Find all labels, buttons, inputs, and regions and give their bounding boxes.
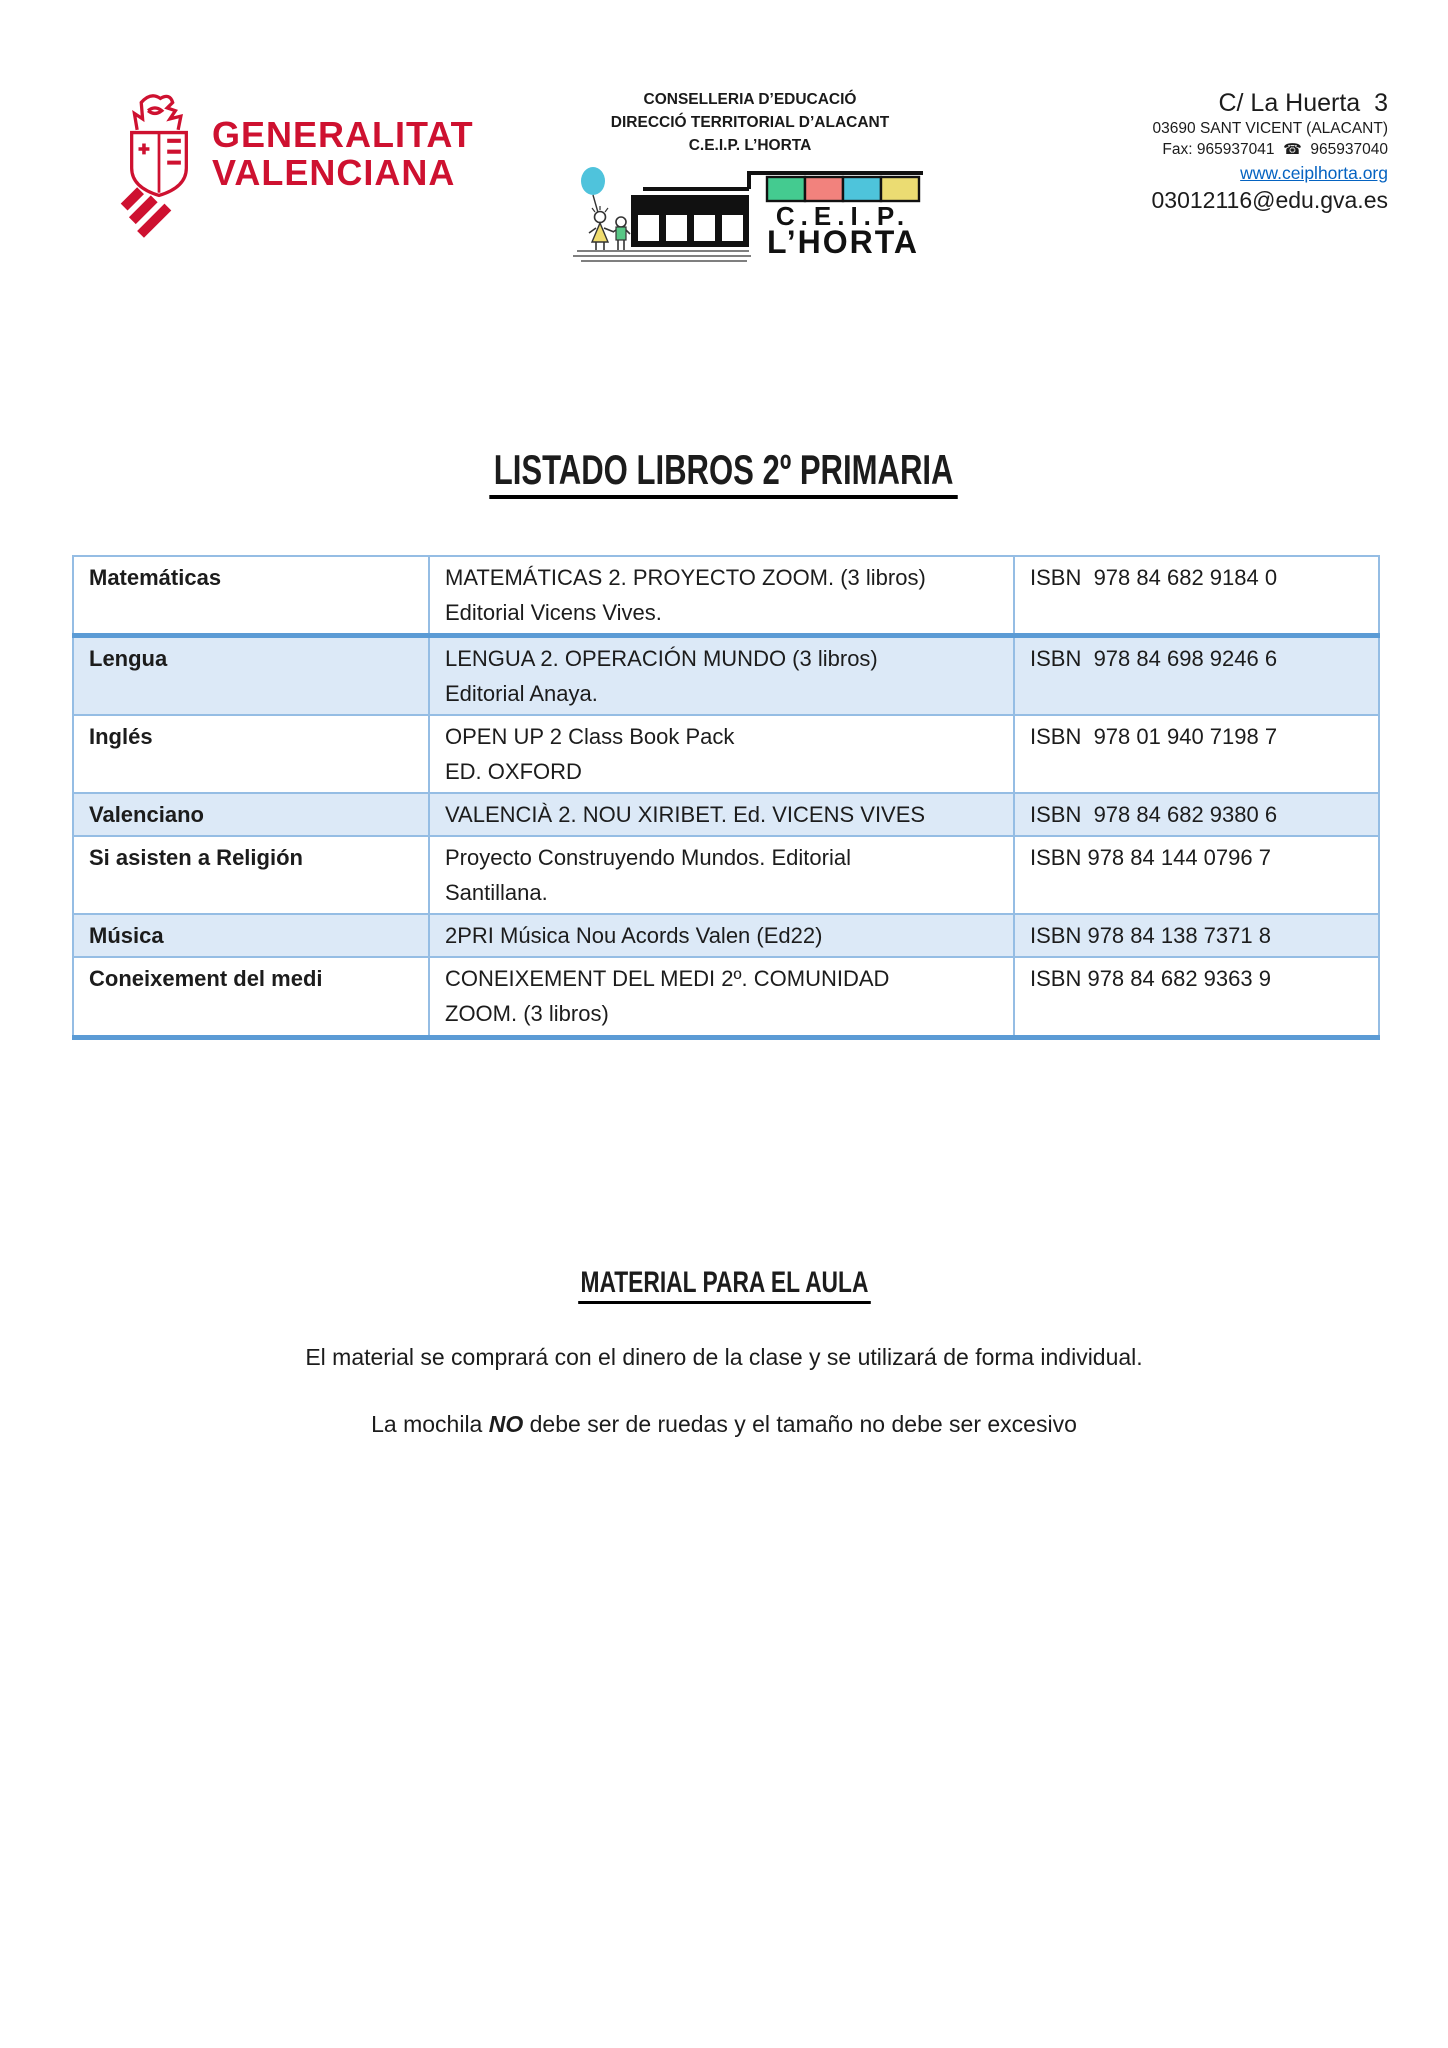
book-cell: CONEIXEMENT DEL MEDI 2º. COMUNIDAD ZOOM. (3 libros) <box>429 957 1014 1037</box>
contact-block <box>1151 88 1388 215</box>
school-logo-ceip-text: C.E.I.P. <box>775 201 911 231</box>
org-line-ceip: C.E.I.P. L’HORTA <box>688 137 812 154</box>
org-line-conselleria: CONSELLERIA D’EDUCACIÓ <box>643 91 857 108</box>
subject-cell: Matemáticas <box>73 556 429 636</box>
books-table <box>72 555 1380 1040</box>
balloon-icon <box>581 167 605 195</box>
book-cell: 2PRI Música Nou Acords Valen (Ed22) <box>429 914 1014 957</box>
note2-prefix: La mochila <box>371 1411 489 1437</box>
subject-cell: Valenciano <box>73 793 429 836</box>
org-line-direccio: DIRECCIÓ TERRITORIAL D’ALACANT <box>610 114 890 131</box>
table-row <box>73 636 1379 716</box>
book-cell: LENGUA 2. OPERACIÓN MUNDO (3 libros) Editorial Anaya. <box>429 636 1014 716</box>
table-row <box>73 836 1379 914</box>
website-line <box>1151 160 1388 186</box>
isbn-cell: ISBN 978 84 682 9184 0 <box>1014 556 1379 636</box>
isbn-cell: ISBN 978 84 682 9363 9 <box>1014 957 1379 1037</box>
page-title-text: LISTADO LIBROS 2º PRIMARIA <box>490 446 959 499</box>
table-row <box>73 715 1379 793</box>
isbn-cell: ISBN 978 84 698 9246 6 <box>1014 636 1379 716</box>
book-cell: MATEMÁTICAS 2. PROYECTO ZOOM. (3 libros) Editorial Vicens Vives. <box>429 556 1014 636</box>
isbn-cell: ISBN 978 01 940 7198 7 <box>1014 715 1379 793</box>
fax-label: Fax: 965937041 <box>1162 141 1275 158</box>
material-heading-text: MATERIAL PARA EL AULA <box>578 1266 871 1304</box>
subject-cell: Si asisten a Religión <box>73 836 429 914</box>
material-note-1: El material se comprará con el dinero de la clase y se utilizará de forma individual. <box>305 1344 1143 1370</box>
org-block <box>545 88 955 268</box>
school-logo-icon <box>571 165 929 263</box>
isbn-cell: ISBN 978 84 144 0796 7 <box>1014 836 1379 914</box>
book-cell: VALENCIÀ 2. NOU XIRIBET. Ed. VICENS VIVES <box>429 793 1014 836</box>
table-row <box>73 793 1379 836</box>
subject-cell: Música <box>73 914 429 957</box>
gva-wordmark-line1: GENERALITAT <box>212 114 474 155</box>
email-text: 03012116@edu.gva.es <box>1151 187 1388 213</box>
city-line: 03690 SANT VICENT (ALACANT) <box>1152 120 1388 137</box>
material-heading <box>0 1266 1448 1304</box>
subject-cell: Inglés <box>73 715 429 793</box>
gva-emblem-icon <box>118 88 200 240</box>
book-cell: Proyecto Construyendo Mundos. Editorial Santillana. <box>429 836 1014 914</box>
website-link[interactable]: www.ceiplhorta.org <box>1240 163 1388 183</box>
page-title <box>0 446 1448 499</box>
fax-phone-line <box>1151 139 1388 160</box>
phone-icon: ☎ <box>1283 141 1302 158</box>
address-line: C/ La Huerta 3 <box>1218 89 1388 117</box>
school-logo-horta-text: L’HORTA <box>766 224 920 260</box>
gva-logo <box>118 86 518 246</box>
subject-cell: Coneixement del medi <box>73 957 429 1037</box>
phone-number: 965937040 <box>1310 141 1388 158</box>
material-section <box>0 1266 1448 1438</box>
girl-figure <box>589 206 614 250</box>
no-emphasis: NO <box>488 1411 524 1437</box>
material-note-2 <box>0 1411 1448 1438</box>
table-row <box>73 914 1379 957</box>
subject-cell: Lengua <box>73 636 429 716</box>
gva-wordmark-line2: VALENCIANA <box>212 152 456 193</box>
table-row <box>73 556 1379 636</box>
note2-suffix: debe ser de ruedas y el tamaño no debe ser excesivo <box>523 1411 1077 1437</box>
book-cell: OPEN UP 2 Class Book Pack ED. OXFORD <box>429 715 1014 793</box>
isbn-cell: ISBN 978 84 682 9380 6 <box>1014 793 1379 836</box>
table-row <box>73 957 1379 1037</box>
isbn-cell: ISBN 978 84 138 7371 8 <box>1014 914 1379 957</box>
boy-figure <box>613 217 630 250</box>
gva-wordmark <box>212 116 474 192</box>
